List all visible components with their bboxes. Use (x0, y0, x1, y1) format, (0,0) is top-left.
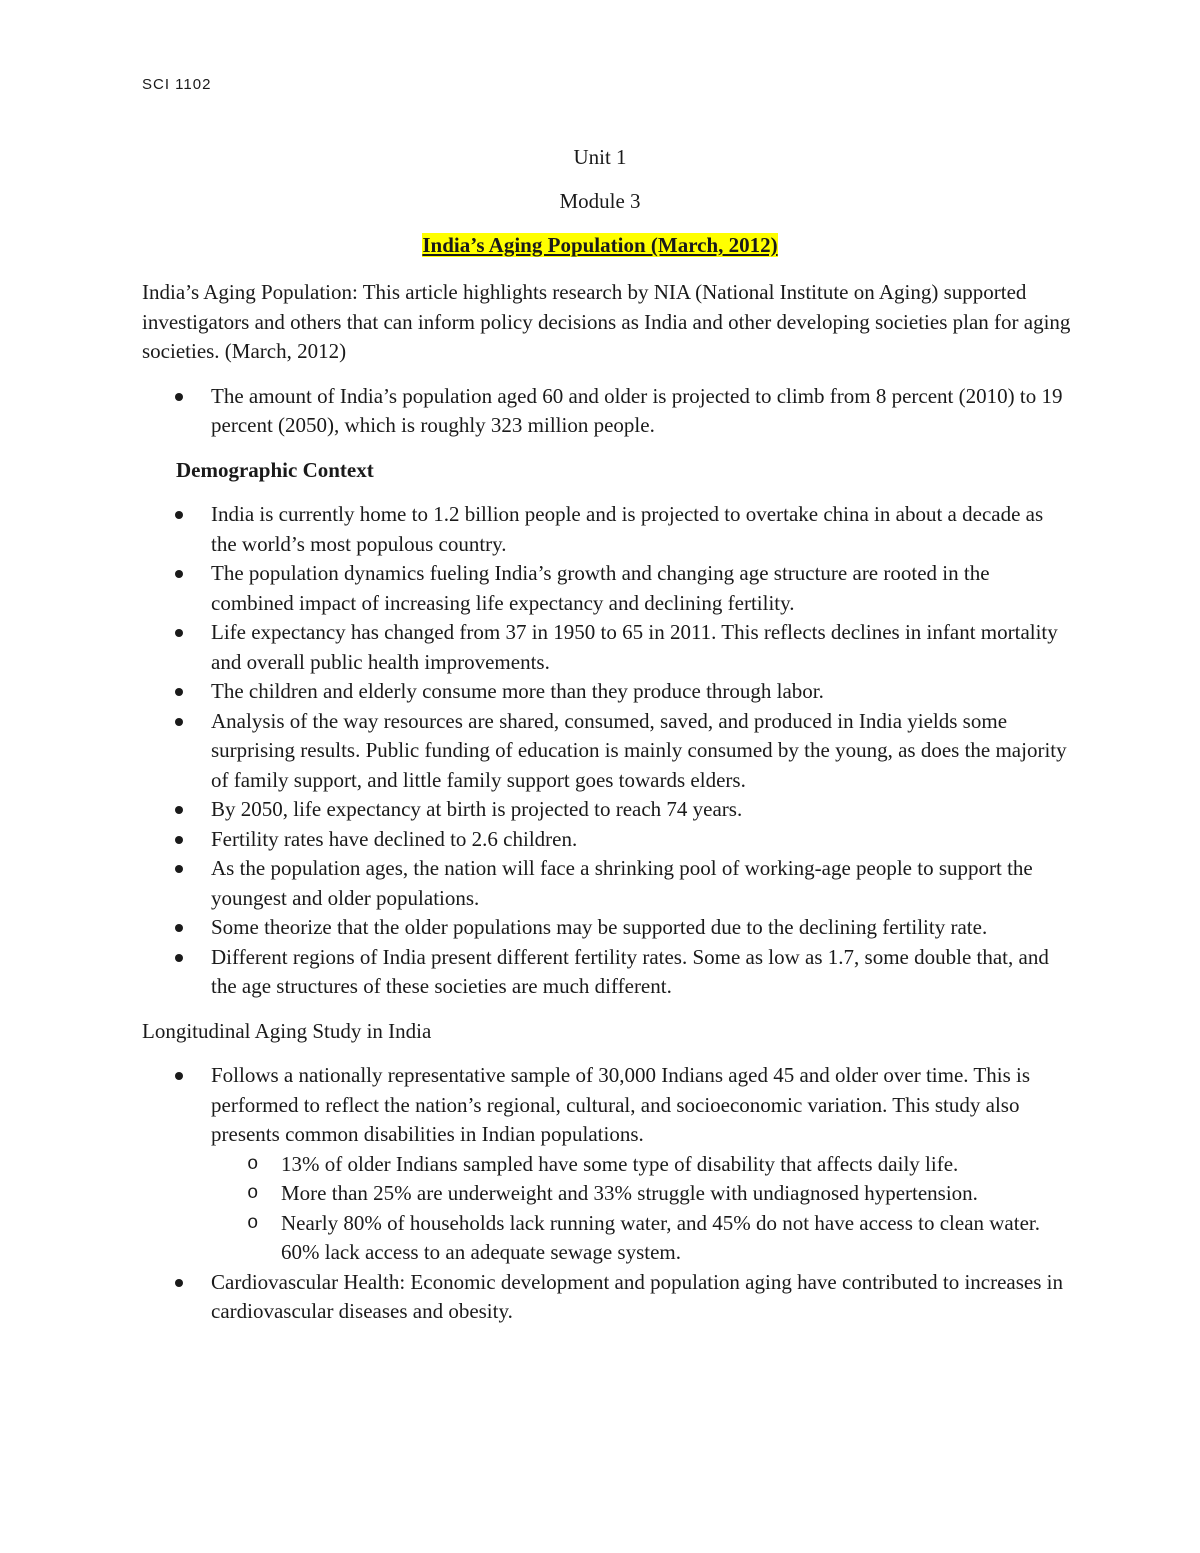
sub-bullet-list (211, 1150, 1072, 1268)
list-item: Different regions of India present different fertility rates. Some as low as 1.7, some double that, and the age structures of these societies are much different. (142, 943, 1072, 1002)
demographic-heading: Demographic Context (176, 457, 374, 482)
list-item: Cardiovascular Health: Economic development and population aging have contributed to increases in cardiovascular diseases and obesity. (142, 1268, 1072, 1327)
sub-list-item: o 13% of older Indians sampled have some type of disability that affects daily life. (211, 1150, 1072, 1180)
list-item: Life expectancy has changed from 37 in 1950 to 65 in 2011. This reflects declines in infant mortality and overall public health improvements. (142, 618, 1072, 677)
list-item: By 2050, life expectancy at birth is projected to reach 74 years. (142, 795, 1072, 825)
longitudinal-bullet-list (142, 1061, 1072, 1327)
course-code: SCI 1102 (142, 76, 212, 93)
list-item: Fertility rates have declined to 2.6 children. (142, 825, 1072, 855)
list-item: Some theorize that the older populations may be supported due to the declining fertility rate. (142, 913, 1072, 943)
highlighted-title: India’s Aging Population (March, 2012) (422, 233, 778, 257)
list-item-text: Follows a nationally representative sample of 30,000 Indians aged 45 and older over time. This is performed to reflect the nation’s regional, cultural, and socioeconomic variation. This study also presents common disabilities in Indian populations. (211, 1063, 1031, 1146)
list-item: Analysis of the way resources are shared, consumed, saved, and produced in India yields some surprising results. Public funding of education is mainly consumed by the young, as does the majority of family support, and little family support goes towards elders. (142, 707, 1072, 796)
list-item (142, 1061, 1072, 1268)
list-item: As the population ages, the nation will face a shrinking pool of working-age people to support the youngest and older populations. (142, 854, 1072, 913)
list-item: The children and elderly consume more than they produce through labor. (142, 677, 1072, 707)
module-heading: Module 3 (559, 189, 641, 213)
unit-heading: Unit 1 (573, 145, 627, 169)
list-item: The population dynamics fueling India’s growth and changing age structure are rooted in the combined impact of increasing life expectancy and declining fertility. (142, 559, 1072, 618)
demographic-bullet-list (142, 500, 1072, 1002)
intro-paragraph: India’s Aging Population: This article highlights research by NIA (National Institute on Aging) supported investigators and others that can inform policy decisions as India and other developing societies plan for aging societies. (March, 2012) (142, 280, 1071, 363)
document-title (0, 233, 1200, 258)
list-item: India is currently home to 1.2 billion people and is projected to overtake china in about a decade as the world’s most populous country. (142, 500, 1072, 559)
document-body (142, 278, 1072, 1342)
intro-bullet-list (142, 382, 1072, 441)
list-item: The amount of India’s population aged 60 and older is projected to climb from 8 percent (2010) to 19 percent (2050), which is roughly 323 million people. (142, 382, 1072, 441)
sub-list-item: o More than 25% are underweight and 33% struggle with undiagnosed hypertension. (211, 1179, 1072, 1209)
sub-list-item: o Nearly 80% of households lack running water, and 45% do not have access to clean water. 60% lack access to an adequate sewage system. (211, 1209, 1072, 1268)
longitudinal-heading: Longitudinal Aging Study in India (142, 1018, 432, 1043)
